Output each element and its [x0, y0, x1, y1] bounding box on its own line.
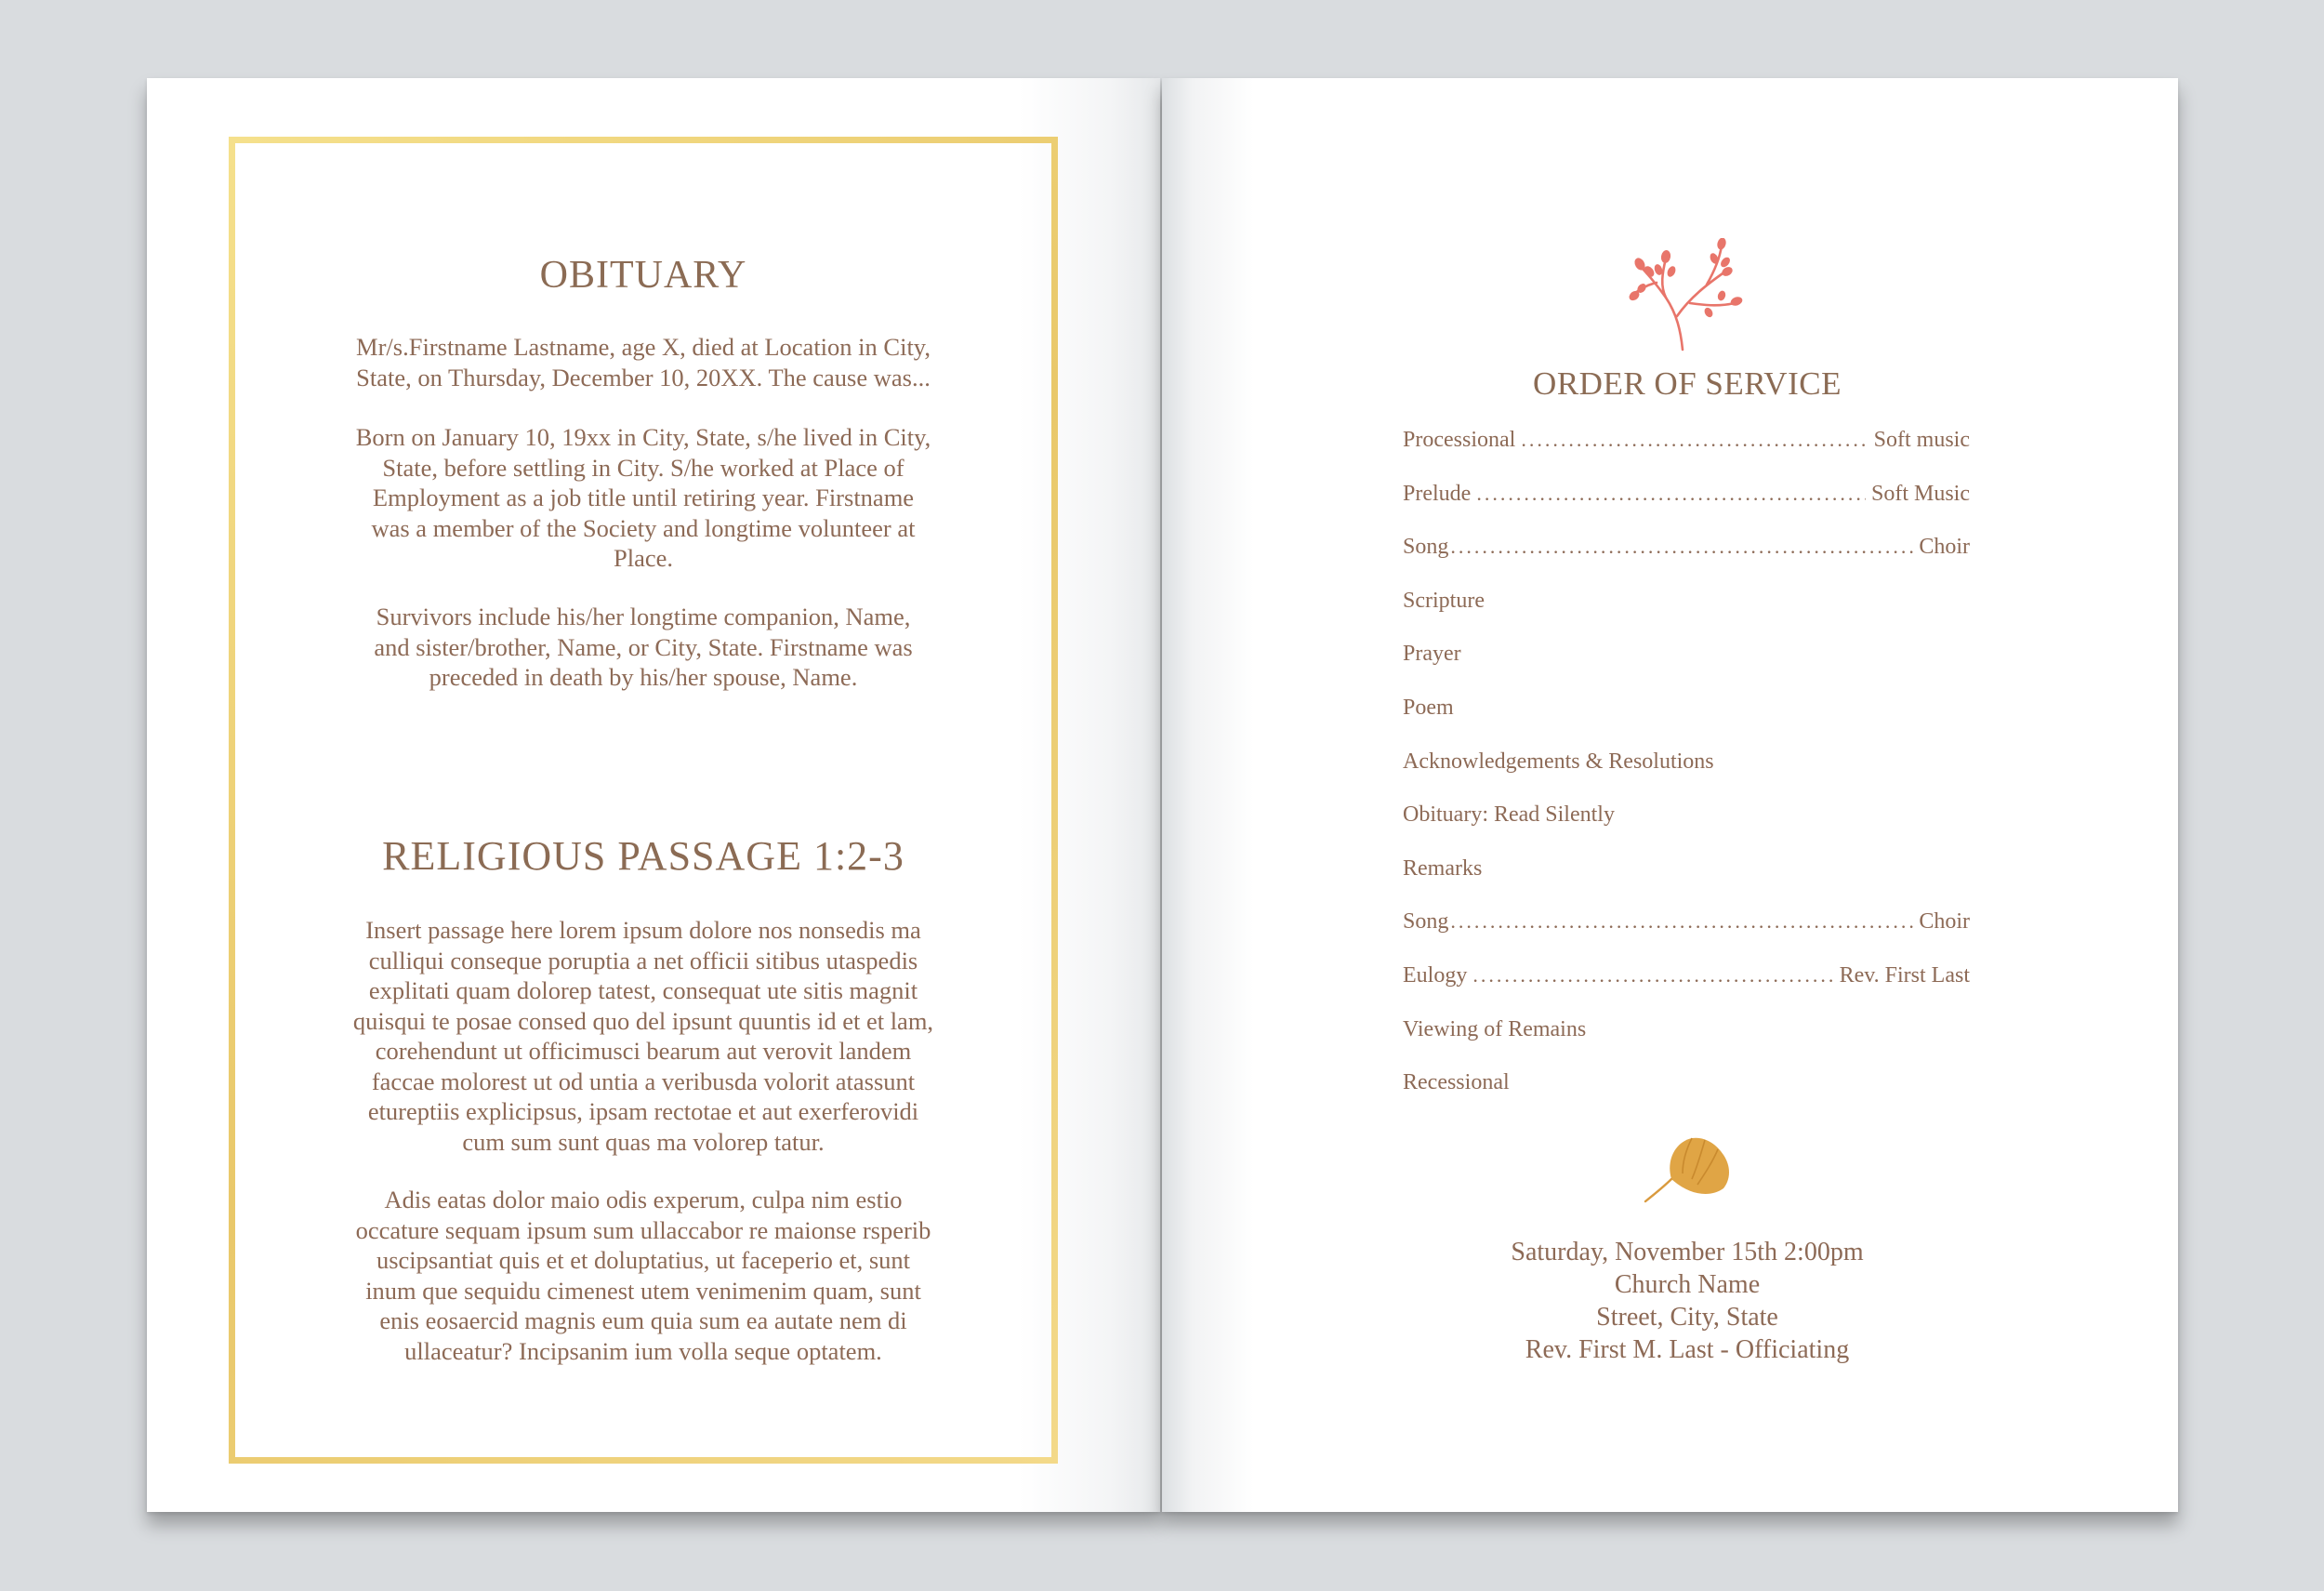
text-line: enis eosaercid magnis eum quia sum ea autate nem di: [379, 1306, 907, 1334]
service-item-name: Viewing of Remains: [1403, 1016, 1587, 1041]
dot-leader: [1521, 428, 1868, 452]
service-item-name: Song: [1403, 909, 1449, 935]
text-line: Survivors include his/her longtime companion, Name,: [376, 603, 911, 630]
text-line: Insert passage here lorem ipsum dolore nos nonsedis ma: [365, 916, 921, 944]
text-line: and sister/brother, Name, or City, State. Firstname was: [374, 632, 913, 661]
service-item-name: Poem: [1403, 695, 1454, 720]
service-item-performer: Soft music: [1873, 428, 1970, 452]
passage-paragraph: [299, 1185, 987, 1366]
service-item: [1403, 963, 1970, 1017]
text-line: culliqui conseque poruptia a net officii sitibus utaspedis: [368, 946, 918, 974]
service-list: [1403, 428, 1970, 1124]
service-item-name: Acknowledgements & Resolutions: [1403, 749, 1714, 774]
service-item-performer: Soft Music: [1870, 481, 1970, 506]
dot-leader: [1472, 963, 1833, 988]
text-line: was a member of the Society and longtime volunteer at: [371, 513, 916, 542]
service-item: [1403, 642, 1970, 696]
text-line: inum que sequidu cimenest utem venimenim quam, sunt: [365, 1276, 921, 1305]
passage-paragraph: [299, 915, 987, 1157]
text-line: Place.: [613, 544, 673, 572]
service-item-name: Song: [1403, 535, 1449, 560]
order-of-service-title: ORDER OF SERVICE: [1533, 365, 1842, 402]
dot-leader: [1450, 909, 1917, 934]
service-item-performer: Rev. First Last: [1839, 962, 1970, 988]
text-line: corehendunt ut officimusci bearum aut verovit landem: [375, 1037, 912, 1065]
service-item: [1403, 856, 1970, 910]
obituary-title: OBITUARY: [539, 254, 747, 297]
service-item-name: Prelude: [1403, 481, 1472, 506]
text-line: cum sum sunt quas ma volorep tatur.: [462, 1127, 825, 1156]
service-item-performer: Choir: [1919, 535, 1970, 560]
service-date-time: Saturday, November 15th 2:00pm: [1511, 1238, 1864, 1266]
text-line: quisqui te posae consed quo del ipsunt quuntis id et et lam,: [352, 1006, 934, 1035]
text-line: explitati quam dolorep tatest, consequat ute sitis magnit: [368, 976, 918, 1004]
text-line: occature sequam ipsum sum ullaccabor re maionse rsperib: [355, 1215, 931, 1244]
service-item: [1403, 428, 1970, 482]
service-item-name: Remarks: [1403, 855, 1483, 881]
text-line: Born on January 10, 19xx in City, State, s/he lived in City,: [355, 423, 931, 451]
text-line: ullaceatur? Incipsanim ium volla seque optatem.: [404, 1336, 882, 1365]
service-item: [1403, 749, 1970, 803]
church-address: Street, City, State: [1596, 1303, 1778, 1332]
leaf-icon: [1644, 1133, 1733, 1207]
obituary-paragraph: [299, 332, 987, 392]
service-item-performer: Choir: [1919, 909, 1970, 935]
sprig-icon: [1629, 238, 1744, 351]
service-item-name: Prayer: [1403, 642, 1461, 667]
service-item: [1403, 1070, 1970, 1124]
service-item: [1403, 535, 1970, 589]
text-line: Mr/s.Firstname Lastname, age X, died at Location in City,: [356, 333, 931, 361]
text-line: Employment as a job title until retiring year. Firstname: [372, 484, 915, 511]
text-line: Adis eatas dolor maio odis experum, culpa nim estio: [384, 1186, 903, 1213]
church-name: Church Name: [1614, 1270, 1761, 1299]
text-line: preceded in death by his/her spouse, Name.: [429, 663, 858, 691]
officiant: Rev. First M. Last - Officiating: [1525, 1335, 1850, 1364]
passage-title: RELIGIOUS PASSAGE 1:2-3: [382, 833, 905, 879]
service-item-name: Eulogy: [1403, 962, 1468, 988]
obituary-paragraph: [299, 602, 987, 693]
service-item: [1403, 802, 1970, 856]
service-item-name: Scripture: [1403, 588, 1485, 613]
service-item: [1403, 1017, 1970, 1071]
text-line: faccae molorest ut od untia a veribusda volorit atassunt: [371, 1067, 916, 1095]
service-item-name: Obituary: Read Silently: [1403, 802, 1615, 828]
service-details: [1404, 1236, 1971, 1366]
text-line: State, on Thursday, December 10, 20XX. The cause was...: [356, 363, 931, 391]
service-item: [1403, 589, 1970, 643]
service-item-name: Recessional: [1403, 1070, 1510, 1095]
service-item: [1403, 482, 1970, 536]
service-item-name: Processional: [1403, 428, 1516, 452]
obituary-paragraph: [299, 422, 987, 574]
text-line: uscipsantiat quis et et doluptatius, ut faceperio et, sunt: [376, 1246, 911, 1274]
text-line: State, before settling in City. S/he worked at Place of: [382, 453, 905, 482]
text-line: etureptiis explicipsus, ipsam rectotae et aut exerferovidi: [367, 1097, 919, 1125]
service-item: [1403, 696, 1970, 749]
dot-leader: [1450, 535, 1917, 559]
dot-leader: [1476, 482, 1866, 506]
service-item: [1403, 909, 1970, 963]
